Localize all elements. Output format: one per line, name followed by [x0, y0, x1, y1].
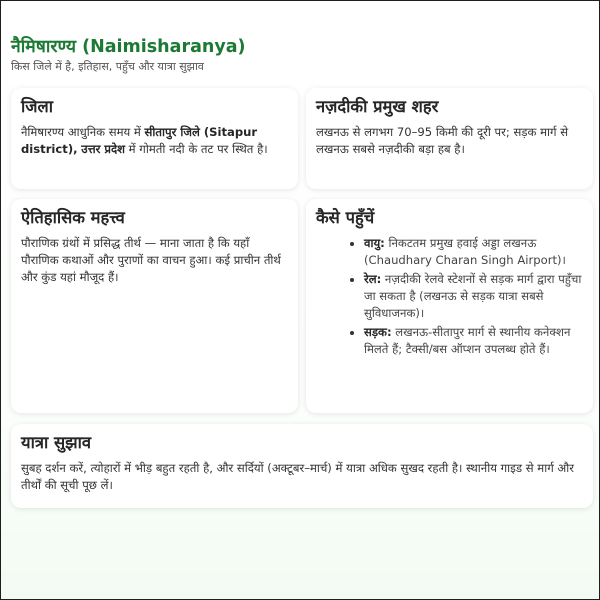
reach-item-text: नज़दीकी रेलवे स्टेशनों से सड़क मार्ग द्वारा पहुँचा जा सकता है (लखनऊ से सड़क यात्रा सबसे सुविधाजनक)। — [364, 272, 582, 320]
reach-item-air — [364, 235, 583, 269]
how-to-reach-card — [306, 199, 593, 413]
district-card — [11, 88, 298, 189]
district-name: सीतापुर जिले (Sitapur district), — [21, 125, 258, 156]
history-heading: ऐतिहासिक महत्त्व — [21, 208, 125, 227]
state-name: उत्तर प्रदेश — [81, 142, 125, 156]
reach-item-label: वायु: — [364, 236, 385, 250]
nearest-city-text: लखनऊ से लगभग 70–95 किमी की दूरी पर; सड़क मार्ग से लखनऊ सबसे नज़दीकी बड़ा हब है। — [316, 125, 569, 156]
travel-tips-text: सुबह दर्शन करें, त्योहारों में भीड़ बहुत रहती है, और सर्दियों (अक्टूबर–मार्च) में यात्रा अधिक सुखद रहती है। स्थानीय गाइड से मार्ग और तीर्थों की सूची पूछ लें। — [21, 461, 575, 492]
history-text: पौराणिक ग्रंथों में प्रसिद्ध तीर्थ — माना जाता है कि यहाँ पौराणिक कथाओं और पुराणों का वाचन हुआ। कई प्राचीन तीर्थ और कुंड यहां मौजूद हैं। — [21, 236, 281, 284]
reach-item-text: लखनऊ-सीतापुर मार्ग से स्थानीय कनेक्शन मिलते हैं; टैक्सी/बस ऑप्शन उपलब्ध होते हैं। — [364, 325, 571, 356]
district-heading: जिला — [21, 97, 53, 116]
page-subtitle: किस जिले में है, इतिहास, पहुँच और यात्रा सुझाव — [11, 60, 204, 73]
page-header — [11, 35, 591, 75]
district-text-post: में गोमती नदी के तट पर स्थित है। — [125, 142, 268, 156]
nearest-city-card — [306, 88, 593, 189]
travel-tips-card — [11, 424, 593, 508]
reach-item-text: निकटतम प्रमुख हवाई अड्डा लखनऊ (Chaudhary Charan Singh Airport)। — [364, 236, 566, 267]
nearest-city-heading: नज़दीकी प्रमुख शहर — [316, 97, 439, 116]
reach-item-rail — [364, 271, 583, 322]
reach-item-label: रेल: — [364, 272, 382, 286]
travel-tips-heading: यात्रा सुझाव — [21, 433, 92, 452]
history-card — [11, 199, 298, 413]
reach-item-road — [364, 324, 583, 358]
district-text-pre: नैमिषारण्य आधुनिक समय में — [21, 125, 145, 139]
how-to-reach-list — [316, 235, 583, 358]
reach-item-label: सड़क: — [364, 325, 392, 339]
how-to-reach-heading: कैसे पहुँचें — [316, 208, 375, 227]
page-title: नैमिषारण्य (Naimisharanya) — [11, 37, 246, 57]
district-text — [21, 124, 288, 158]
